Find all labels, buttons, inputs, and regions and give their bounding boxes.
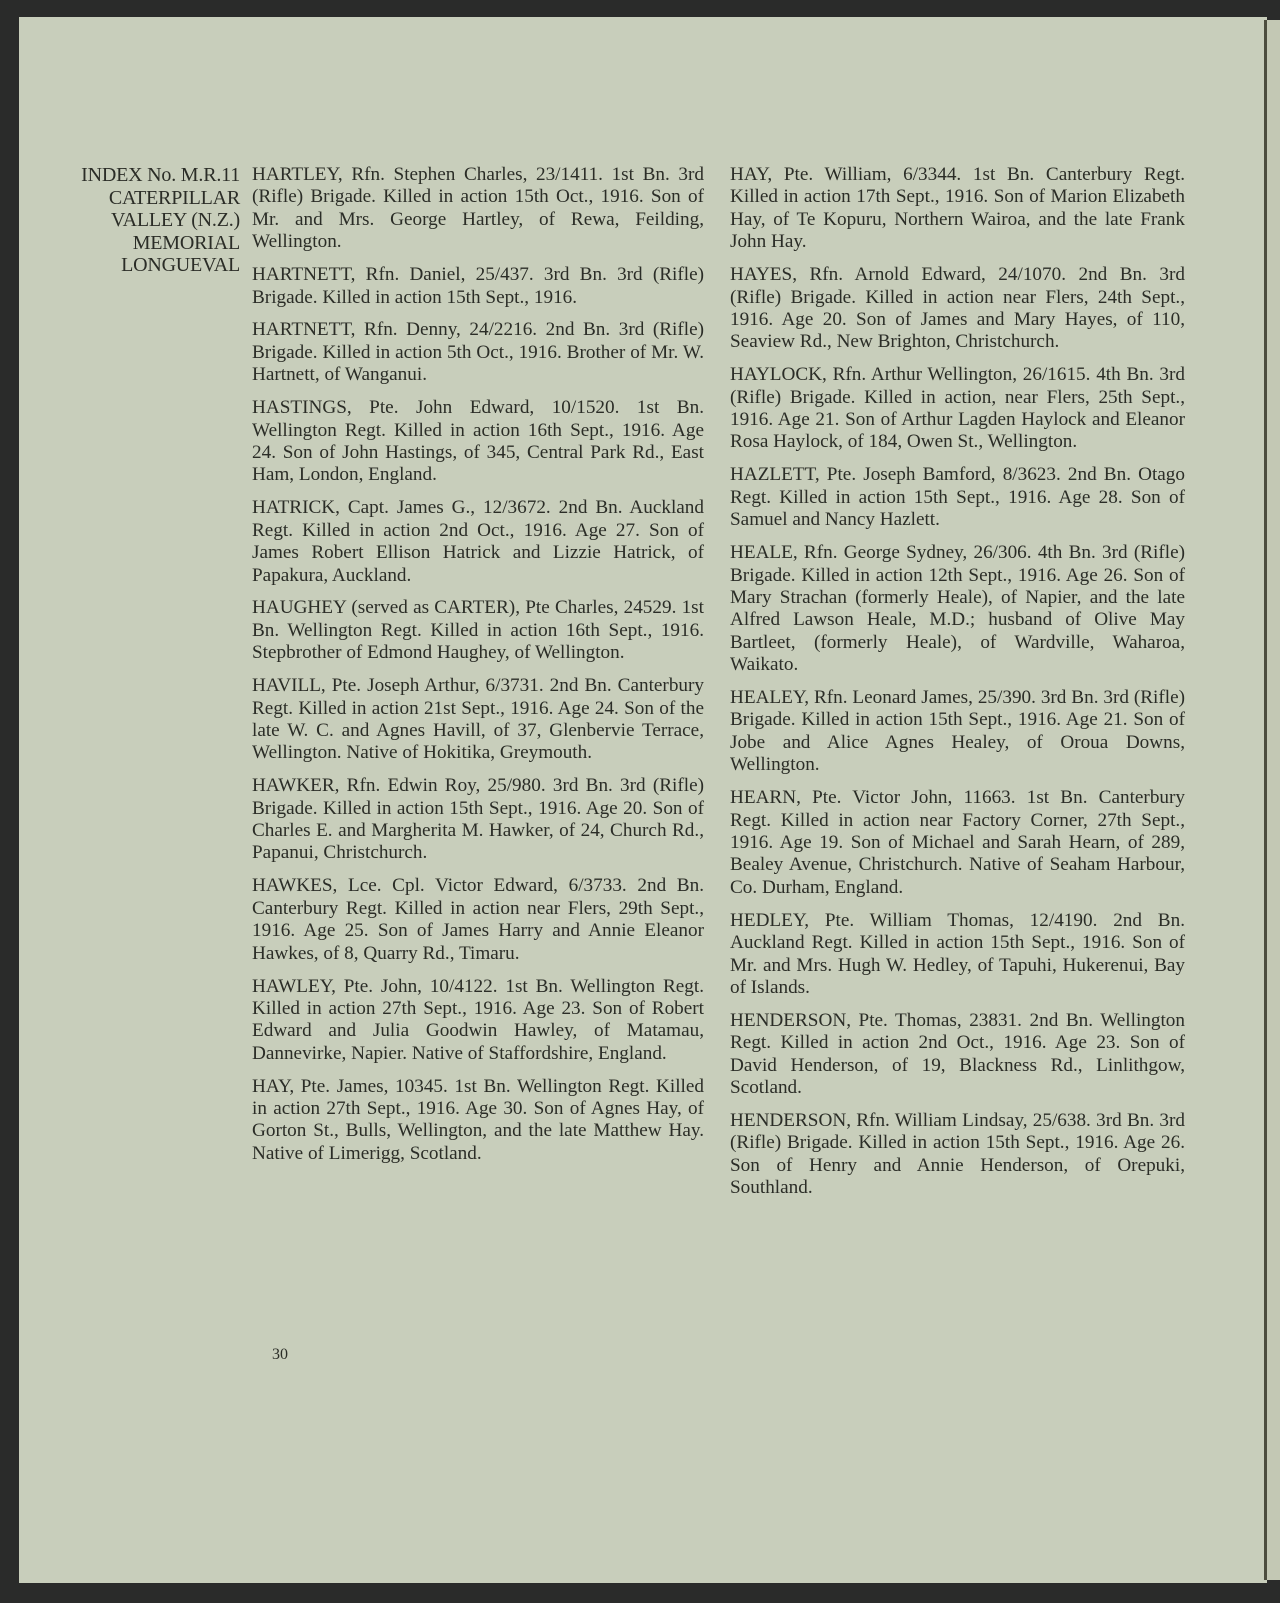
casualty-entry: HARTNETT, Rfn. Denny, 24/2216. 2nd Bn. 3rd (Rifle) Brigade. Killed in action 5th Oct., 1916. Brother of Mr. W. Hartnett, of Wanganui. bbox=[252, 319, 704, 386]
casualty-entry: HARTNETT, Rfn. Daniel, 25/437. 3rd Bn. 3rd (Rifle) Brigade. Killed in action 15th Sept., 1916. bbox=[252, 264, 704, 308]
facing-page-edge bbox=[1267, 20, 1280, 1580]
casualty-entry: HEARN, Pte. Victor John, 11663. 1st Bn. Canterbury Regt. Killed in action near Factory Corner, 27th Sept., 1916. Age 19. Son of Michael and Sarah Hearn, of 289, Bealey Avenue, Christchurch. Native of Seaham Harbour, Co. Durham, England. bbox=[730, 787, 1185, 898]
casualty-entry: HEALE, Rfn. George Sydney, 26/306. 4th Bn. 3rd (Rifle) Brigade. Killed in action 12th Sept., 1916. Age 26. Son of Mary Strachan (formerly Heale), of Napier, and the late Alfred Lawson Heale, M.D.; husband of Olive May Bartleet, (formerly Heale), of Wardville, Waharoa, Waikato. bbox=[730, 542, 1185, 676]
casualty-entry: HAZLETT, Pte. Joseph Bamford, 8/3623. 2nd Bn. Otago Regt. Killed in action 15th Sept., 1916. Age 28. Son of Samuel and Nancy Hazlett. bbox=[730, 464, 1185, 531]
casualty-entry: HAYLOCK, Rfn. Arthur Wellington, 26/1615. 4th Bn. 3rd (Rifle) Brigade. Killed in action, near Flers, 25th Sept., 1916. Age 21. Son of Arthur Lagden Haylock and Eleanor Rosa Haylock, of 184, Owen St., Wellington. bbox=[730, 364, 1185, 453]
casualty-entry: HAY, Pte. James, 10345. 1st Bn. Wellington Regt. Killed in action 27th Sept., 1916. Age 30. Son of Agnes Hay, of Gorton St., Bulls, Wellington, and the late Matthew Hay. Native of Limerigg, Scotland. bbox=[252, 1075, 704, 1164]
right-column bbox=[730, 164, 1185, 1210]
page-number: 30 bbox=[272, 1346, 288, 1363]
casualty-entry: HAWKER, Rfn. Edwin Roy, 25/980. 3rd Bn. 3rd (Rifle) Brigade. Killed in action 15th Sept., 1916. Age 20. Son of Charles E. and Margherita M. Hawker, of 24, Church Rd., Papanui, Christchurch. bbox=[252, 775, 704, 864]
casualty-entry: HAWLEY, Pte. John, 10/4122. 1st Bn. Wellington Regt. Killed in action 27th Sept., 1916. Age 23. Son of Robert Edward and Julia Goodwin Hawley, of Matamau, Dannevirke, Napier. Native of Staffordshire, England. bbox=[252, 975, 704, 1064]
casualty-entry: HENDERSON, Pte. Thomas, 23831. 2nd Bn. Wellington Regt. Killed in action 2nd Oct., 1916. Age 23. Son of David Henderson, of 19, Blackness Rd., Linlithgow, Scotland. bbox=[730, 1009, 1185, 1099]
casualty-entry: HENDERSON, Rfn. William Lindsay, 25/638. 3rd Bn. 3rd (Rifle) Brigade. Killed in action 15th Sept., 1916. Age 26. Son of Henry and Annie Henderson, of Orepuki, Southland. bbox=[730, 1109, 1185, 1199]
casualty-entry: HATRICK, Capt. James G., 12/3672. 2nd Bn. Auckland Regt. Killed in action 2nd Oct., 1916. Age 27. Son of James Robert Ellison Hatrick and Lizzie Hatrick, of Papakura, Auckland. bbox=[252, 497, 704, 586]
memorial-location: LONGUEVAL bbox=[121, 254, 240, 276]
casualty-entry: HAY, Pte. William, 6/3344. 1st Bn. Canterbury Regt. Killed in action 17th Sept., 1916. Son of Marion Elizabeth Hay, of Te Kopuru, Northern Wairoa, and the late Frank John Hay. bbox=[730, 164, 1185, 253]
casualty-entry: HEDLEY, Pte. William Thomas, 12/4190. 2nd Bn. Auckland Regt. Killed in action 15th Sept., 1916. Son of Mr. and Mrs. Hugh W. Hedley, of Tapuhi, Hukerenui, Bay of Islands. bbox=[730, 909, 1185, 998]
index-number: INDEX No. M.R.11 bbox=[81, 164, 240, 186]
memorial-name-line-3: MEMORIAL bbox=[132, 231, 240, 254]
memorial-name-line-2: VALLEY (N.Z.) bbox=[110, 209, 240, 231]
casualty-entry: HAYES, Rfn. Arnold Edward, 24/1070. 2nd Bn. 3rd (Rifle) Brigade. Killed in action near Flers, 24th Sept., 1916. Age 20. Son of James and Mary Hayes, of 110, Seaview Rd., New Brighton, Christchurch. bbox=[730, 264, 1185, 353]
memorial-name-line-1: CATERPILLAR bbox=[108, 186, 240, 209]
index-heading bbox=[40, 164, 240, 277]
casualty-entry: HEALEY, Rfn. Leonard James, 25/390. 3rd Bn. 3rd (Rifle) Brigade. Killed in action 15th Sept., 1916. Age 21. Son of Jobe and Alice Agnes Healey, of Oroua Downs, Wellington. bbox=[730, 687, 1185, 776]
casualty-entry: HAUGHEY (served as CARTER), Pte Charles, 24529. 1st Bn. Wellington Regt. Killed in action 16th Sept., 1916. Stepbrother of Edmond Haughey, of Wellington. bbox=[252, 597, 704, 664]
left-column bbox=[252, 164, 704, 1176]
casualty-entry: HASTINGS, Pte. John Edward, 10/1520. 1st Bn. Wellington Regt. Killed in action 16th Sept., 1916. Age 24. Son of John Hastings, of 345, Central Park Rd., East Ham, London, England. bbox=[252, 397, 704, 486]
casualty-entry: HARTLEY, Rfn. Stephen Charles, 23/1411. 1st Bn. 3rd (Rifle) Brigade. Killed in action 15th Oct., 1916. Son of Mr. and Mrs. George Hartley, of Rewa, Feilding, Wellington. bbox=[252, 164, 704, 253]
casualty-entry: HAVILL, Pte. Joseph Arthur, 6/3731. 2nd Bn. Canterbury Regt. Killed in action 21st Sept., 1916. Age 24. Son of the late W. C. and Agnes Havill, of 37, Glenbervie Terrace, Wellington. Native of Hokitika, Greymouth. bbox=[252, 675, 704, 764]
casualty-entry: HAWKES, Lce. Cpl. Victor Edward, 6/3733. 2nd Bn. Canterbury Regt. Killed in action near Flers, 29th Sept., 1916. Age 25. Son of James Harry and Annie Eleanor Hawkes, of 8, Quarry Rd., Timaru. bbox=[252, 875, 704, 964]
